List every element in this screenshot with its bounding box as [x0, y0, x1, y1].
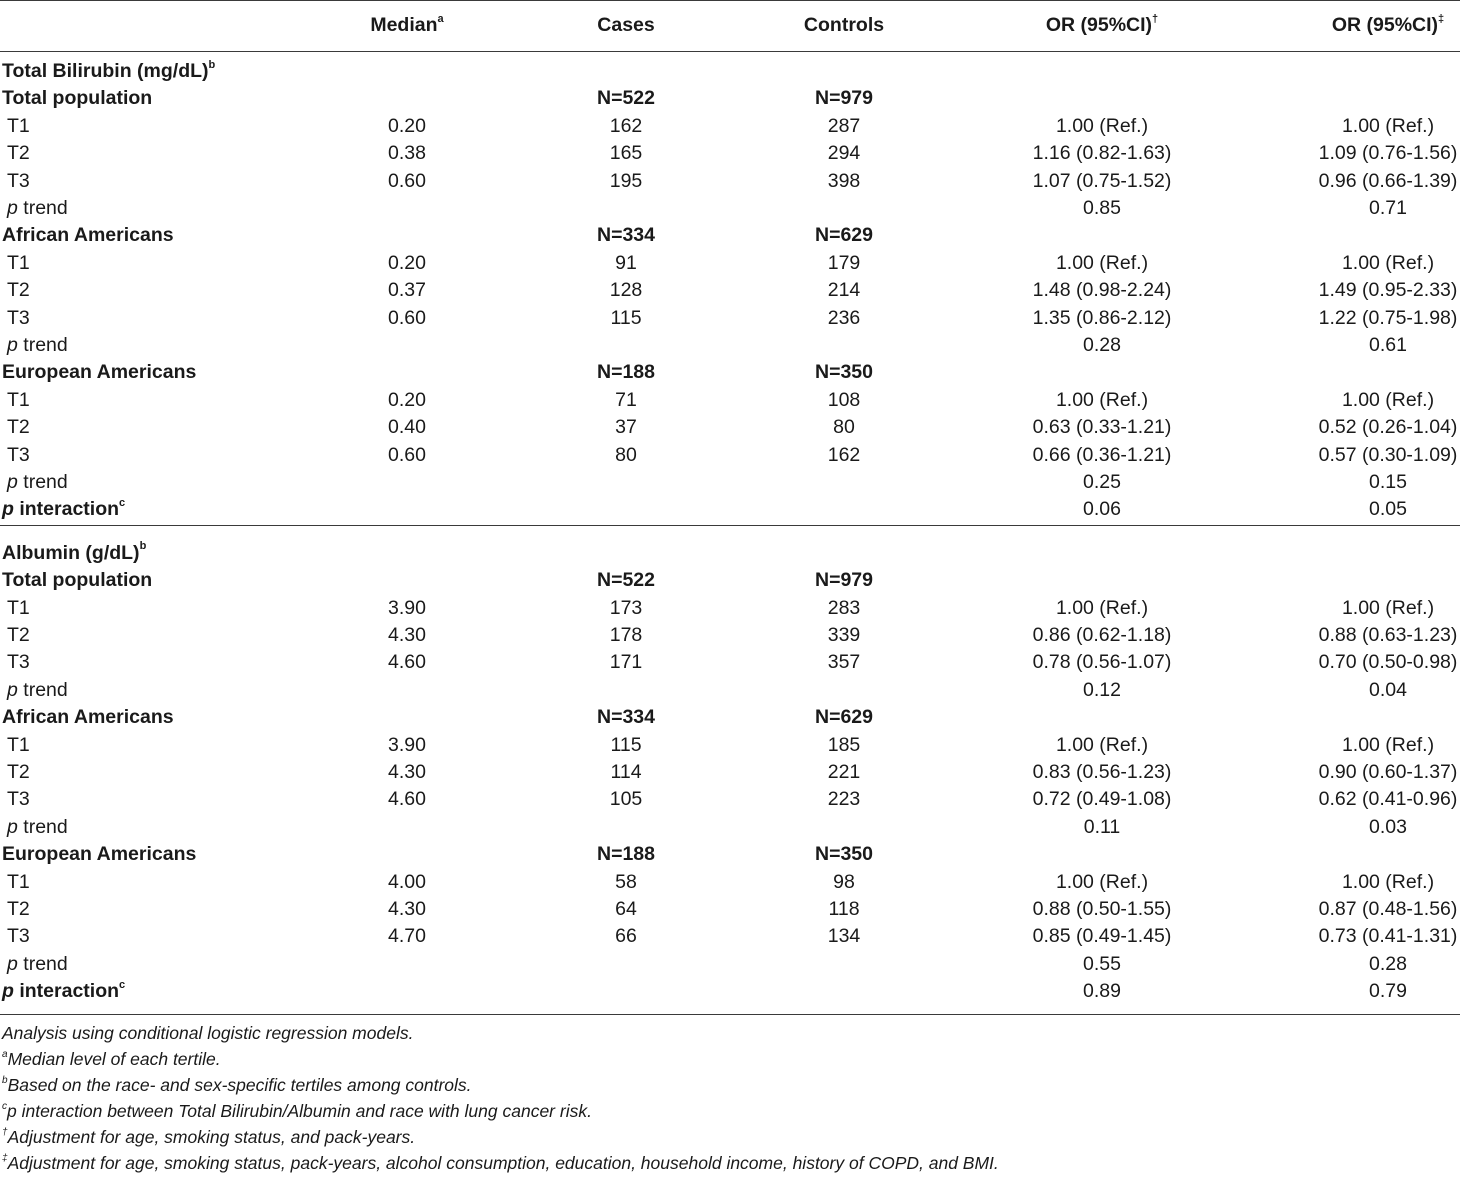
- p-interaction-text: interaction: [13, 498, 120, 521]
- p-trend-label: [7, 816, 68, 839]
- group-name: European Americans: [2, 843, 197, 866]
- footnote-marker: c: [2, 1100, 7, 1112]
- or-adjusted-2-value: 0.87 (0.48-1.56): [1318, 898, 1458, 920]
- group-controls-n: N=979: [814, 569, 874, 592]
- controls-value: 118: [828, 898, 860, 920]
- p-trend-label: [7, 334, 68, 357]
- median-value: 0.20: [388, 251, 426, 274]
- section-rule: [0, 525, 1460, 526]
- or-adjusted-1-value: 0.83 (0.56-1.23): [1032, 761, 1172, 783]
- median-value: 0.60: [388, 169, 426, 192]
- tertile-label: T2: [7, 142, 30, 165]
- controls-value: 287: [827, 114, 861, 137]
- tertile-label: T2: [7, 898, 30, 920]
- controls-value: 236: [827, 306, 861, 329]
- median-value: 0.60: [388, 306, 426, 329]
- group-row: [0, 85, 1460, 112]
- p-trend-or1: 0.55: [1083, 952, 1121, 975]
- or-adjusted-2-value: 0.96 (0.66-1.39): [1318, 169, 1458, 192]
- p-trend-or2: 0.04: [1369, 678, 1407, 701]
- p-trend-text: trend: [17, 471, 68, 493]
- group-controls-n: N=350: [814, 361, 874, 384]
- footnote: [2, 1049, 221, 1070]
- controls-value: 221: [827, 761, 861, 783]
- section-title: [2, 60, 215, 83]
- header-or-adjusted-2: OR (95%CI)‡: [1331, 12, 1445, 36]
- tertile-label: T3: [7, 306, 30, 329]
- or-adjusted-2-value: 0.57 (0.30-1.09): [1318, 443, 1458, 466]
- section-title-sup: b: [208, 58, 216, 71]
- cases-value: 37: [615, 416, 637, 439]
- controls-value: 398: [827, 169, 861, 192]
- or-adjusted-2-value: 1.22 (0.75-1.98): [1318, 306, 1458, 329]
- section-title-row: [0, 58, 1460, 85]
- or-adjusted-1-value: 0.86 (0.62-1.18): [1032, 624, 1172, 646]
- group-row: [0, 359, 1460, 386]
- or-adjusted-2-value: 0.90 (0.60-1.37): [1318, 761, 1458, 783]
- median-value: 0.37: [388, 279, 426, 302]
- p-italic: p: [2, 498, 14, 521]
- controls-value: 185: [827, 733, 861, 756]
- cases-value: 195: [609, 169, 643, 192]
- p-trend-label: [7, 679, 68, 702]
- p-italic: p: [7, 815, 18, 838]
- p-interaction-sup: c: [119, 978, 126, 991]
- p-trend-or2: 0.71: [1369, 197, 1407, 219]
- median-value: 4.60: [388, 651, 426, 674]
- cases-value: 178: [609, 624, 643, 646]
- cases-value: 105: [609, 788, 643, 811]
- group-cases-n: N=188: [596, 843, 656, 866]
- group-name: Total population: [2, 569, 153, 592]
- header-median: Median$^a$: [370, 12, 444, 36]
- or-adjusted-2-value: 1.00 (Ref.): [1341, 870, 1435, 893]
- p-trend-text: trend: [17, 815, 68, 838]
- p-italic: p: [7, 471, 18, 493]
- tertile-label: T1: [7, 388, 30, 411]
- group-controls-n: N=350: [814, 843, 874, 866]
- p-trend-row: [0, 951, 1460, 978]
- footnote: [2, 1023, 413, 1044]
- p-trend-text: trend: [17, 678, 68, 701]
- cases-value: 80: [615, 443, 637, 466]
- tertile-label: T3: [7, 169, 30, 192]
- cases-value: 91: [615, 251, 637, 274]
- table-row: [0, 387, 1460, 414]
- p-trend-label: [7, 471, 68, 494]
- table-row: [0, 277, 1460, 304]
- footnote: [2, 1153, 999, 1174]
- controls-value: 134: [827, 925, 861, 948]
- group-controls-n: N=629: [814, 224, 874, 247]
- tertile-label: T1: [7, 870, 30, 893]
- table-row: [0, 622, 1460, 649]
- or-adjusted-1-value: 1.00 (Ref.): [1055, 251, 1149, 274]
- or-adjusted-2-value: 0.73 (0.41-1.31): [1318, 925, 1458, 948]
- p-trend-or1: 0.25: [1083, 471, 1121, 493]
- p-interaction-row: [0, 496, 1460, 523]
- median-value: 4.60: [388, 788, 426, 811]
- footnote-marker: a: [2, 1048, 8, 1060]
- or-adjusted-2-value: 1.00 (Ref.): [1341, 114, 1435, 137]
- p-trend-text: trend: [17, 952, 68, 975]
- or-adjusted-2-value: 0.70 (0.50-0.98): [1318, 651, 1458, 674]
- median-value: 0.20: [388, 114, 426, 137]
- footnote-text: Based on the race- and sex-specific tertiles among controls.: [7, 1074, 472, 1095]
- p-interaction-text: interaction: [13, 980, 120, 1003]
- table-row: [0, 168, 1460, 195]
- table-row: [0, 649, 1460, 676]
- median-value: 0.40: [388, 416, 426, 439]
- table-row: [0, 923, 1460, 950]
- median-value: 3.90: [388, 596, 426, 619]
- or-adjusted-2-value: 0.88 (0.63-1.23): [1318, 624, 1458, 646]
- tertile-label: T2: [7, 416, 30, 439]
- tertile-label: T3: [7, 925, 30, 948]
- or-adjusted-2-value: 1.00 (Ref.): [1341, 596, 1435, 619]
- tertile-label: T3: [7, 443, 30, 466]
- p-trend-or2: 0.61: [1369, 334, 1407, 356]
- tertile-label: T1: [7, 251, 30, 274]
- tertile-label: T1: [7, 596, 30, 619]
- footnote-marker: b: [2, 1074, 8, 1086]
- table-row: [0, 113, 1460, 140]
- header-controls: Controls: [803, 14, 885, 36]
- group-row: [0, 841, 1460, 868]
- or-adjusted-1-value: 1.00 (Ref.): [1055, 870, 1149, 893]
- cases-value: 115: [610, 733, 642, 756]
- group-cases-n: N=334: [596, 706, 656, 729]
- tertile-label: T3: [7, 788, 30, 811]
- p-trend-or2: 0.15: [1369, 471, 1407, 493]
- footnote-text: Adjustment for age, smoking status, pack-years, alcohol consumption, education, household income, history of COPD, and BMI.: [7, 1152, 999, 1173]
- p-italic: p: [2, 980, 14, 1003]
- or-adjusted-1-value: 1.48 (0.98-2.24): [1032, 279, 1172, 302]
- or-adjusted-1-value: 1.35 (0.86-2.12): [1032, 306, 1172, 329]
- footnote-marker: ‡: [2, 1152, 8, 1164]
- median-value: 4.30: [388, 624, 426, 646]
- footnote-text: p interaction between Total Bilirubin/Albumin and race with lung cancer risk.: [7, 1100, 592, 1121]
- controls-value: 283: [827, 596, 861, 619]
- group-row: [0, 704, 1460, 731]
- median-value: 0.60: [388, 443, 426, 466]
- median-value: 4.30: [388, 898, 426, 920]
- or-adjusted-2-value: 1.49 (0.95-2.33): [1318, 279, 1458, 302]
- p-trend-row: [0, 195, 1460, 222]
- or-adjusted-1-value: 1.16 (0.82-1.63): [1032, 142, 1172, 165]
- bottom-rule: [0, 1014, 1460, 1015]
- p-interaction-or2: 0.79: [1369, 980, 1407, 1003]
- p-trend-or1: 0.12: [1083, 678, 1121, 701]
- tertile-label: T1: [7, 733, 30, 756]
- section-title: [2, 542, 146, 565]
- table-row: [0, 442, 1460, 469]
- group-cases-n: N=522: [596, 569, 656, 592]
- table-row: [0, 595, 1460, 622]
- footnote-marker: †: [2, 1126, 8, 1138]
- table-row: [0, 250, 1460, 277]
- p-trend-row: [0, 469, 1460, 496]
- p-italic: p: [7, 678, 18, 701]
- cases-value: 66: [615, 925, 637, 948]
- p-interaction-or2: 0.05: [1369, 498, 1407, 521]
- table-row: [0, 732, 1460, 759]
- controls-value: 80: [833, 416, 855, 439]
- tertile-label: T2: [7, 624, 30, 646]
- table-row: [0, 759, 1460, 786]
- median-value: 0.38: [388, 142, 426, 165]
- or-adjusted-1-value: 0.88 (0.50-1.55): [1032, 898, 1172, 920]
- footnote: [2, 1075, 472, 1096]
- header-or-adjusted-1: OR (95%CI)†: [1045, 12, 1159, 36]
- tertile-label: T1: [7, 114, 30, 137]
- p-trend-or1: 0.11: [1083, 815, 1121, 838]
- section-title-text: Albumin (g/dL): [2, 541, 140, 564]
- table-row: [0, 140, 1460, 167]
- or-adjusted-2-value: 1.09 (0.76-1.56): [1318, 142, 1458, 165]
- cases-value: 58: [615, 870, 637, 893]
- or-adjusted-2-value: 0.52 (0.26-1.04): [1318, 416, 1458, 439]
- cases-value: 114: [610, 761, 642, 783]
- p-trend-label: [7, 953, 68, 976]
- group-name: African Americans: [2, 224, 174, 247]
- group-row: [0, 222, 1460, 249]
- p-trend-row: [0, 677, 1460, 704]
- median-value: 0.20: [388, 388, 426, 411]
- or-adjusted-1-value: 0.72 (0.49-1.08): [1032, 788, 1172, 811]
- p-trend-or2: 0.03: [1369, 815, 1407, 838]
- controls-value: 98: [833, 870, 855, 893]
- group-cases-n: N=188: [596, 361, 656, 384]
- table-header: [0, 0, 1460, 52]
- controls-value: 214: [827, 279, 861, 302]
- cases-value: 171: [609, 651, 643, 674]
- group-name: European Americans: [2, 361, 197, 384]
- p-interaction-label: [2, 498, 125, 521]
- header-rule: [0, 51, 1460, 52]
- cases-value: 173: [609, 596, 643, 619]
- tertile-label: T3: [7, 651, 30, 674]
- p-italic: p: [7, 952, 18, 975]
- p-trend-or1: 0.85: [1083, 197, 1121, 219]
- p-trend-row: [0, 332, 1460, 359]
- tertile-label: T2: [7, 279, 30, 302]
- footnote-text: Analysis using conditional logistic regression models.: [2, 1022, 414, 1043]
- controls-value: 294: [827, 142, 861, 165]
- group-name: Total population: [2, 87, 153, 110]
- footnote-text: Adjustment for age, smoking status, and pack-years.: [7, 1126, 416, 1147]
- footnote-text: Median level of each tertile.: [7, 1048, 221, 1069]
- group-cases-n: N=522: [596, 87, 656, 110]
- or-adjusted-1-value: 1.00 (Ref.): [1055, 733, 1149, 756]
- p-trend-or1: 0.28: [1083, 334, 1121, 356]
- cases-value: 162: [609, 114, 643, 137]
- or-adjusted-1-value: 0.66 (0.36-1.21): [1032, 443, 1172, 466]
- controls-value: 223: [827, 788, 861, 811]
- section-title-text: Total Bilirubin (mg/dL): [2, 60, 209, 82]
- p-interaction-label: [2, 980, 125, 1003]
- controls-value: 339: [827, 624, 861, 646]
- group-name: African Americans: [2, 706, 174, 729]
- table-row: [0, 896, 1460, 923]
- or-adjusted-1-value: 0.78 (0.56-1.07): [1032, 651, 1172, 674]
- or-adjusted-1-value: 1.00 (Ref.): [1055, 114, 1149, 137]
- cases-value: 64: [615, 898, 637, 920]
- p-trend-row: [0, 814, 1460, 841]
- footnote: [2, 1127, 415, 1148]
- or-adjusted-1-value: 0.85 (0.49-1.45): [1032, 925, 1172, 948]
- median-value: 4.30: [388, 761, 426, 783]
- or-adjusted-2-value: 1.00 (Ref.): [1341, 251, 1435, 274]
- controls-value: 357: [827, 651, 861, 674]
- p-trend-text: trend: [17, 334, 68, 356]
- cases-value: 128: [609, 279, 643, 302]
- p-trend-or2: 0.28: [1369, 952, 1407, 975]
- group-controls-n: N=979: [814, 87, 874, 110]
- or-adjusted-1-value: 1.00 (Ref.): [1055, 388, 1149, 411]
- p-italic: p: [7, 334, 18, 356]
- cases-value: 115: [610, 306, 642, 329]
- p-interaction-row: [0, 978, 1460, 1005]
- section-title-row: [0, 540, 1460, 567]
- p-italic: p: [7, 197, 18, 219]
- group-cases-n: N=334: [596, 224, 656, 247]
- table-row: [0, 305, 1460, 332]
- group-controls-n: N=629: [814, 706, 874, 729]
- section-title-sup: b: [139, 540, 147, 553]
- p-interaction-or1: 0.89: [1083, 980, 1121, 1003]
- controls-value: 179: [827, 251, 861, 274]
- or-adjusted-2-value: 0.62 (0.41-0.96): [1318, 788, 1458, 811]
- or-adjusted-1-value: 1.07 (0.75-1.52): [1032, 169, 1172, 192]
- or-adjusted-1-value: 0.63 (0.33-1.21): [1032, 416, 1172, 439]
- table-row: [0, 786, 1460, 813]
- controls-value: 108: [827, 388, 861, 411]
- median-value: 3.90: [388, 733, 426, 756]
- or-adjusted-2-value: 1.00 (Ref.): [1341, 733, 1435, 756]
- p-trend-label: [7, 197, 68, 220]
- tertile-label: T2: [7, 761, 30, 783]
- cases-value: 165: [609, 142, 643, 165]
- table-row: [0, 414, 1460, 441]
- p-trend-text: trend: [17, 197, 68, 219]
- or-adjusted-1-value: 1.00 (Ref.): [1055, 596, 1149, 619]
- median-value: 4.70: [388, 925, 426, 948]
- group-row: [0, 567, 1460, 594]
- header-cases: Cases: [597, 14, 655, 36]
- p-interaction-or1: 0.06: [1083, 498, 1121, 521]
- footnote: [2, 1101, 592, 1122]
- cases-value: 71: [615, 388, 637, 411]
- table-row: [0, 869, 1460, 896]
- or-adjusted-2-value: 1.00 (Ref.): [1341, 388, 1435, 411]
- p-interaction-sup: c: [119, 496, 126, 509]
- controls-value: 162: [827, 443, 861, 466]
- median-value: 4.00: [388, 870, 426, 893]
